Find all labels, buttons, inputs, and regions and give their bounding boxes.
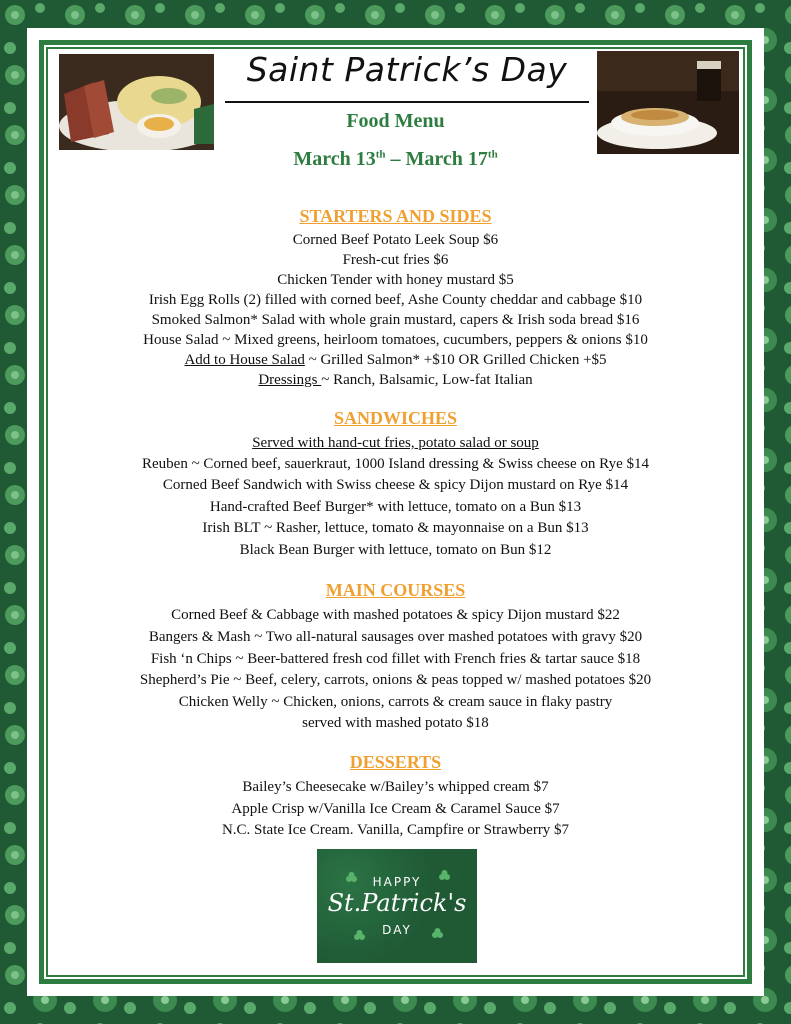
menu-item: Hand-crafted Beef Burger* with lettuce, tomato on a Bun $13 [209, 499, 582, 515]
menu-item: Irish Egg Rolls (2) filled with corned beef, Ashe County cheddar and cabbage $10 [148, 292, 643, 308]
badge-day-text: DAY [382, 923, 412, 937]
menu-item: N.C. State Ice Cream. Vanilla, Campfire or Strawberry $7 [221, 822, 570, 838]
date-separator: – [385, 148, 406, 170]
corned-beef-photo [59, 54, 214, 150]
date-end: March 17 [405, 148, 488, 170]
menu-item: Fresh-cut fries $6 [342, 252, 449, 268]
date-end-suffix: th [487, 148, 498, 161]
menu-item: Apple Crisp w/Vanilla Ice Cream & Caramel Sauce $7 [231, 801, 560, 817]
menu-item: Corned Beef & Cabbage with mashed potatoes & spicy Dijon mustard $22 [171, 607, 620, 623]
dressings-label: Dressings [258, 372, 322, 388]
menu-item: served with mashed potato $18 [302, 715, 489, 731]
date-start: March 13 [293, 148, 376, 170]
menu-item: Corned Beef Potato Leek Soup $6 [292, 232, 499, 248]
badge-happy-text: HAPPY [372, 875, 422, 889]
shepherds-pie-photo [597, 51, 739, 154]
addon-text: ~ Grilled Salmon* +$10 OR Grilled Chicken +$5 [304, 352, 607, 368]
menu-item: Chicken Welly ~ Chicken, onions, carrots & cream sauce in flaky pastry [178, 694, 613, 710]
menu-item: Smoked Salmon* Salad with whole grain mustard, capers & Irish soda bread $16 [151, 312, 640, 328]
menu-item: Corned Beef Sandwich with Swiss cheese & spicy Dijon mustard on Rye $14 [162, 477, 629, 493]
addon-label: Add to House Salad [184, 352, 305, 368]
menu-title: Saint Patrick’s Day [246, 50, 568, 89]
menu-item: Bailey’s Cheesecake w/Bailey’s whipped cream $7 [242, 779, 549, 795]
desserts-heading: DESSERTS [349, 752, 442, 772]
menu-item: Irish BLT ~ Rasher, lettuce, tomato & mayonnaise on a Bun $13 [202, 520, 589, 536]
dressings-line [27, 370, 764, 390]
main-courses-heading: MAIN COURSES [325, 580, 466, 600]
date-range [27, 148, 764, 171]
sandwiches-heading: SANDWICHES [333, 408, 458, 428]
date-start-suffix: th [375, 148, 386, 161]
title-underline [225, 101, 589, 103]
dressings-text: ~ Ranch, Balsamic, Low-fat Italian [321, 372, 533, 388]
menu-item: Chicken Tender with honey mustard $5 [277, 272, 514, 288]
menu-item: Reuben ~ Corned beef, sauerkraut, 1000 Island dressing & Swiss cheese on Rye $14 [142, 456, 649, 472]
happy-st-patricks-badge [317, 849, 477, 963]
menu-item: Shepherd’s Pie ~ Beef, celery, carrots, onions & peas topped w/ mashed potatoes $20 [139, 672, 652, 688]
menu-item: House Salad ~ Mixed greens, heirloom tomatoes, cucumbers, peppers & onions $10 [143, 332, 648, 348]
menu-item: Bangers & Mash ~ Two all-natural sausages over mashed potatoes with gravy $20 [148, 629, 643, 645]
salad-addon-line [27, 350, 764, 370]
menu-item: Fish ‘n Chips ~ Beer-battered fresh cod fillet with French fries & tartar sauce $18 [150, 651, 641, 667]
badge-name-text: St.Patrick's [327, 889, 467, 917]
starters-heading: STARTERS AND SIDES [299, 206, 492, 226]
menu-subtitle: Food Menu [346, 110, 445, 132]
menu-page [27, 28, 764, 996]
sandwiches-note: Served with hand-cut fries, potato salad or soup [252, 435, 539, 451]
menu-item: Black Bean Burger with lettuce, tomato on Bun $12 [239, 542, 552, 558]
